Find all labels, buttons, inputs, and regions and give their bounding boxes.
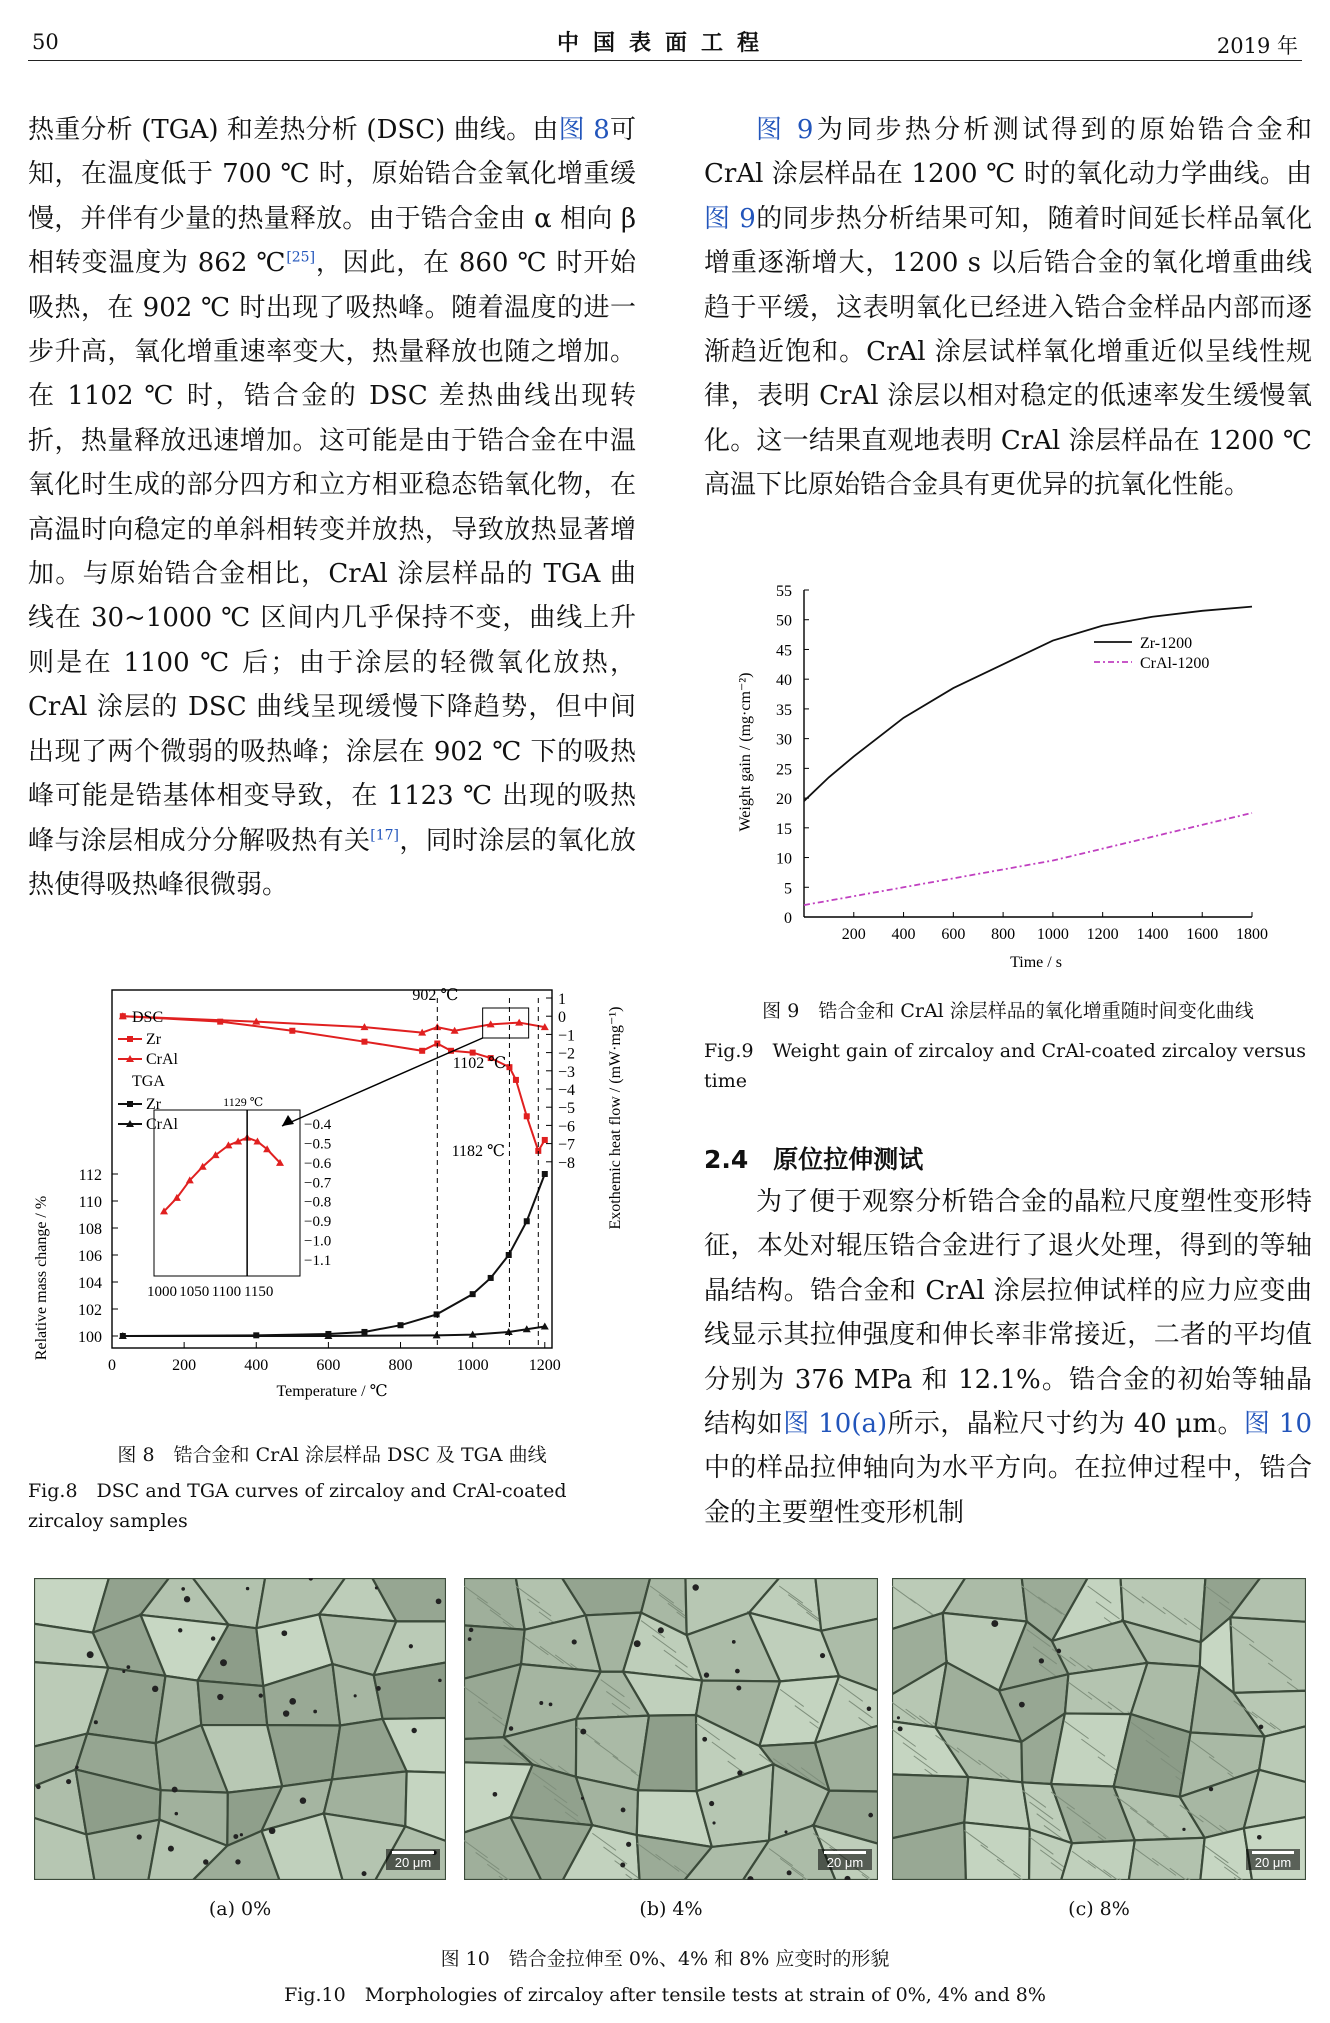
- tga-zr-marker: [470, 1291, 476, 1297]
- precipitate-dot: [549, 1703, 553, 1707]
- scale-bar: [818, 1849, 872, 1870]
- scale-bar-label: 20 μm: [826, 1855, 864, 1870]
- y-axis-label: Weight gain / (mg·cm⁻²): [737, 672, 754, 832]
- precipitate-dot: [75, 1766, 78, 1769]
- inset-x-tick-label: 1050: [179, 1284, 210, 1300]
- precipitate-dot: [712, 1821, 715, 1824]
- legend-tga-zr-label: Zr: [146, 1096, 162, 1113]
- y-right-tick-label: −2: [558, 1045, 576, 1063]
- x-tick-label: 800: [991, 926, 1016, 943]
- journal-title: 中国表面工程: [556, 31, 773, 56]
- y-right-tick-label: −4: [558, 1082, 576, 1099]
- precipitate-dot: [168, 1846, 174, 1852]
- text-run: 所示，晶粒尺寸约为 40 μm。: [887, 1409, 1244, 1440]
- fig10-sublabel-a: (a) 0%: [208, 1898, 272, 1920]
- paragraph-fig8-discussion: [28, 108, 636, 907]
- precipitate-dot: [235, 1859, 240, 1864]
- precipitate-dot: [1209, 1787, 1213, 1791]
- precipitate-dot: [626, 1842, 631, 1847]
- precipitate-dot: [1039, 1658, 1044, 1663]
- precipitate-dot: [281, 1630, 287, 1636]
- legend-tga-cral-label: CrAl: [146, 1116, 178, 1133]
- ref-17-link[interactable]: [17]: [370, 826, 400, 843]
- fig10-link[interactable]: 图 10: [1243, 1409, 1312, 1440]
- precipitate-dot: [300, 1797, 306, 1803]
- y-left-tick-label: 108: [78, 1221, 102, 1238]
- precipitate-dot: [436, 1598, 442, 1604]
- fig10-caption-cn: 图 10 锆合金拉伸至 0%、4% 和 8% 应变时的形貌: [440, 1948, 890, 1970]
- precipitate-dot: [94, 1720, 98, 1724]
- precipitate-dot: [152, 1686, 158, 1692]
- precipitate-dot: [1019, 1702, 1025, 1708]
- y-right-tick-label: −3: [558, 1063, 576, 1081]
- precipitate-dot: [362, 1871, 367, 1876]
- y-left-tick-label: 106: [78, 1248, 102, 1265]
- inset-peak-label: 1129 ℃: [223, 1095, 264, 1109]
- y-left-tick-label: 110: [78, 1194, 102, 1211]
- precipitate-dot: [375, 1586, 378, 1589]
- scale-bar: [1246, 1849, 1300, 1870]
- precipitate-dot: [572, 1639, 577, 1644]
- y-right-tick-label: −5: [558, 1100, 576, 1118]
- precipitate-dot: [581, 1797, 584, 1800]
- legend-tga-title: TGA: [132, 1073, 165, 1090]
- precipitate-dot: [283, 1710, 289, 1716]
- inset-x-tick-label: 1100: [211, 1284, 242, 1300]
- tga-zr-marker: [524, 1218, 530, 1224]
- y-right-tick-label: −1: [558, 1027, 576, 1045]
- tga-zr-marker: [398, 1322, 404, 1328]
- left-column-text: [28, 108, 636, 907]
- inset-x-tick-label: 1000: [147, 1284, 177, 1300]
- micrograph-0-percent: [34, 1578, 446, 1880]
- x-axis-label: Time / s: [1010, 954, 1062, 971]
- grain: [638, 1715, 697, 1791]
- precipitate-dot: [175, 1812, 179, 1816]
- precipitate-dot: [820, 1653, 825, 1658]
- annotation-label: 1102 ℃: [452, 1055, 507, 1072]
- x-tick-label: 1000: [456, 1357, 489, 1374]
- precipitate-dot: [211, 1636, 215, 1640]
- fig10-sublabel-c: (c) 8%: [1068, 1898, 1130, 1920]
- y-right-tick-label: 0: [558, 1009, 566, 1027]
- precipitate-dot: [289, 1698, 296, 1705]
- precipitate-dot: [178, 1628, 182, 1632]
- y-tick-label: 0: [784, 910, 792, 927]
- fig8-link[interactable]: 图 8: [558, 115, 610, 145]
- precipitate-dot: [240, 1833, 243, 1836]
- tga-zr-marker: [506, 1252, 512, 1258]
- y-left-tick-label: 104: [78, 1275, 102, 1292]
- dsc-zr-marker: [289, 1028, 295, 1034]
- text-run: 为了便于观察分析锆合金的晶粒尺度塑性变形特征，本处对辊压锆合金进行了退火处理，得到的等轴晶结构。锆合金和 CrAl 涂层拉伸试样的应力应变曲线显示其拉伸强度和伸长率非常接近，二者的平均值分别为 376 MPa 和 12.1%。锆合金的初始等轴晶结构如: [704, 1187, 1312, 1440]
- micrograph-8-percent: [892, 1578, 1306, 1880]
- text-run: 热重分析 (TGA) 和差热分析 (DSC) 曲线。由: [28, 115, 559, 145]
- figure-9: [704, 572, 1324, 972]
- section-2-4-heading: 2.4 原位拉伸测试: [704, 1145, 924, 1174]
- inset-y-tick-label: −1.0: [304, 1233, 332, 1250]
- micrograph-4-percent: [464, 1578, 878, 1880]
- precipitate-dot: [1259, 1725, 1264, 1730]
- series-line-cral-1200: [804, 813, 1252, 905]
- y-right-tick-label: −7: [558, 1136, 576, 1154]
- precipitate-dot: [122, 1670, 125, 1673]
- precipitate-dot: [87, 1651, 94, 1658]
- precipitate-dot: [539, 1701, 543, 1705]
- grain: [1061, 1840, 1135, 1880]
- precipitate-dot: [736, 1685, 741, 1690]
- y-left-axis-label: Relative mass change / %: [33, 1195, 50, 1361]
- issue-year: 2019 年: [1216, 34, 1298, 58]
- y-tick-label: 25: [776, 761, 792, 779]
- text-run: 中的样品拉伸轴向为水平方向。在拉伸过程中，锆合金的主要塑性变形机制: [704, 1453, 1312, 1528]
- precipitate-dot: [991, 1620, 998, 1627]
- x-tick-label: 200: [172, 1357, 197, 1374]
- y-left-tick-label: 102: [78, 1302, 102, 1319]
- precipitate-dot: [468, 1637, 472, 1641]
- inset-frame: [154, 1110, 300, 1276]
- x-tick-label: 600: [941, 926, 966, 943]
- precipitate-dot: [1057, 1649, 1062, 1654]
- inset-y-tick-label: −0.9: [304, 1214, 332, 1231]
- fig8-caption-en: Fig.8 DSC and TGA curves of zircaloy and CrAl-coated zircaloy samples: [28, 1480, 567, 1532]
- fig9-caption-cn: 图 9 锆合金和 CrAl 涂层样品的氧化增重随时间变化曲线: [762, 1000, 1254, 1022]
- y-tick-label: 10: [776, 850, 792, 868]
- dsc-cral-line: [123, 1016, 545, 1032]
- precipitate-dot: [1257, 1835, 1262, 1840]
- y-tick-label: 50: [776, 612, 792, 630]
- precipitate-dot: [692, 1584, 698, 1590]
- precipitate-dot: [702, 1737, 707, 1742]
- inset-y-tick-label: −1.1: [304, 1253, 332, 1269]
- precipitate-dot: [580, 1729, 586, 1735]
- precipitate-dot: [269, 1827, 276, 1834]
- micrograph-image: [464, 1578, 878, 1880]
- precipitate-dot: [409, 1644, 413, 1648]
- precipitate-dot: [126, 1665, 130, 1669]
- x-tick-label: 0: [108, 1357, 116, 1374]
- precipitate-dot: [897, 1716, 900, 1719]
- right-column-text: [704, 108, 1312, 508]
- precipitate-dot: [354, 1694, 357, 1697]
- section-2-4-text: [704, 1180, 1312, 1535]
- annotation-label: 1182 ℃: [451, 1143, 505, 1160]
- fig9-link[interactable]: 图 9: [756, 115, 814, 145]
- y-right-tick-label: 1: [558, 991, 566, 1008]
- precipitate-dot: [509, 1726, 513, 1730]
- x-tick-label: 1200: [528, 1357, 561, 1374]
- precipitate-dot: [784, 1830, 787, 1833]
- legend-label: CrAl-1200: [1140, 655, 1210, 672]
- paragraph-tensile-test: [704, 1180, 1312, 1535]
- precipitate-dot: [704, 1672, 709, 1677]
- annotation-label: 902 ℃: [412, 987, 459, 1004]
- y-left-tick-label: 112: [78, 1167, 102, 1184]
- dsc-zr-marker: [361, 1039, 367, 1045]
- text-run: ，因此，在 860 ℃ 时开始吸热，在 902 ℃ 时出现了吸热峰。随着温度的进一步升高，氧化增重速率变大，热量释放也随之增加。在 1102 ℃ 时，锆合金的 DSC 差热曲线出现转折，热量释放迅速增加。这可能是由于锆合金在中温氧化时生成的部分四方和立方相亚稳态锆氧化物，在高温时向稳定的单斜相转变并放热，导致放热显著增加。与原始锆合金相比，CrAl 涂层样品的 TGA 曲线在 30~1000 ℃ 区间内几乎保持不变，曲线上升则是在 1100 ℃ 后；由于涂层的轻微氧化放热，CrAl 涂层的 DSC 曲线呈现缓慢下降趋势，但中间出现了两个微弱的吸热峰；涂层在 902 ℃ 下的吸热峰可能是锆基体相变导致，在 1123 ℃ 出现的吸热峰与涂层相成分分解吸热有关: [28, 248, 636, 856]
- precipitate-dot: [621, 1808, 626, 1813]
- legend-label: Zr-1200: [1140, 635, 1193, 652]
- x-tick-label: 600: [316, 1357, 341, 1374]
- fig10-sublabel-b: (b) 4%: [639, 1898, 703, 1920]
- text-run: 的同步热分析结果可知，随着时间延长样品氧化增重逐渐增大，1200 s 以后锆合金的氧化增重曲线趋于平缓，这表明氧化已经进入锆合金样品内部而逐渐趋近饱和。CrAl 涂层试样氧化增重近似呈线性规律，表明 CrAl 涂层以相对稳定的低速率发生缓慢氧化。这一结果直观地表明 CrAl 涂层样品在 1200 ℃ 高温下比原始锆合金具有更优异的抗氧化性能。: [704, 203, 1312, 501]
- precipitate-dot: [634, 1640, 641, 1647]
- inset-y-tick-label: −0.4: [304, 1117, 332, 1133]
- precipitate-dot: [709, 1801, 714, 1806]
- x-tick-label: 1400: [1136, 926, 1169, 943]
- precipitate-dot: [1182, 1828, 1185, 1831]
- precipitate-dot: [737, 1770, 742, 1775]
- precipitate-dot: [259, 1693, 263, 1697]
- dsc-zr-marker: [524, 1113, 530, 1119]
- fig9-caption-en: Fig.9 Weight gain of zircaloy and CrAl-coated zircaloy versus time: [704, 1040, 1307, 1092]
- grain: [1129, 1838, 1205, 1880]
- tga-zr-marker: [434, 1311, 440, 1317]
- legend-tga-zr-marker: [127, 1101, 133, 1107]
- header-rule: [28, 60, 1302, 61]
- x-tick-label: 1600: [1186, 926, 1219, 943]
- x-tick-label: 1000: [1036, 926, 1069, 943]
- tga-zr-marker: [488, 1275, 494, 1281]
- grain: [964, 1777, 1029, 1829]
- y-right-tick-label: −8: [558, 1154, 576, 1172]
- precipitate-dot: [438, 1679, 442, 1683]
- precipitate-dot: [172, 1787, 178, 1793]
- scale-bar-label: 20 μm: [394, 1855, 432, 1870]
- precipitate-dot: [246, 1587, 249, 1590]
- scale-bar-label: 20 μm: [1254, 1855, 1292, 1870]
- precipitate-dot: [658, 1627, 664, 1633]
- precipitate-dot: [411, 1728, 416, 1733]
- fig9-chart: [704, 572, 1324, 972]
- text-run: 可知，在温度低于 700 ℃ 时，原始锆合金氧化增重缓慢，并伴有少量的热量释放。由于锆合金由 α 相向 β 相转变温度为 862 ℃: [28, 115, 636, 279]
- inset-y-tick-label: −0.8: [304, 1194, 332, 1211]
- fig8-chart: [24, 978, 646, 1430]
- y-right-tick-label: −6: [558, 1118, 576, 1136]
- tga-zr-marker: [542, 1171, 548, 1177]
- precipitate-dot: [36, 1785, 41, 1790]
- y-tick-label: 35: [776, 701, 792, 719]
- grain: [198, 1681, 268, 1726]
- x-tick-label: 200: [841, 926, 866, 943]
- precipitate-dot: [620, 1862, 625, 1867]
- micrograph-image: [892, 1578, 1306, 1880]
- precipitate-dot: [217, 1694, 223, 1700]
- micrograph-image: [34, 1578, 446, 1880]
- inset-y-tick-label: −0.7: [304, 1175, 332, 1192]
- fig10-caption-en: Fig.10 Morphologies of zircaloy after tensile tests at strain of 0%, 4% and 8%: [284, 1984, 1046, 2006]
- precipitate-dot: [181, 1587, 185, 1591]
- inset-y-tick-label: −0.6: [304, 1155, 332, 1172]
- grain: [464, 1578, 525, 1630]
- precipitate-dot: [184, 1596, 190, 1602]
- y-tick-label: 45: [776, 642, 792, 660]
- precipitate-dot: [469, 1628, 474, 1633]
- precipitate-dot: [787, 1870, 792, 1875]
- precipitate-dot: [867, 1707, 872, 1712]
- text-run: ，同时涂层的氧化放热使得吸热峰很微弱。: [28, 825, 636, 900]
- x-tick-label: 1200: [1086, 926, 1119, 943]
- x-tick-label: 400: [244, 1357, 269, 1374]
- y-tick-label: 30: [776, 731, 792, 749]
- dsc-zr-marker: [542, 1137, 548, 1143]
- grain: [1230, 1617, 1306, 1693]
- fig9-link-2[interactable]: 图 9: [704, 203, 756, 234]
- precipitate-dot: [898, 1726, 903, 1731]
- dsc-zr-marker: [513, 1077, 519, 1083]
- legend-dsc-title: DSC: [132, 1009, 164, 1026]
- grain: [964, 1822, 1029, 1880]
- page-header: [0, 0, 1330, 62]
- y-tick-label: 40: [776, 672, 792, 690]
- paragraph-fig9-discussion: [704, 108, 1312, 508]
- precipitate-dot: [203, 1859, 208, 1864]
- precipitate-dot: [735, 1669, 740, 1674]
- y-tick-label: 5: [784, 880, 792, 898]
- legend-dsc-zr-marker: [127, 1036, 133, 1042]
- dsc-zr-marker: [419, 1048, 425, 1054]
- y-left-tick-label: 100: [78, 1329, 102, 1346]
- text-run: 为同步热分析测试得到的原始锆合金和 CrAl 涂层样品在 1200 ℃ 时的氧化动力学曲线。由: [704, 115, 1312, 190]
- legend-dsc-zr-label: Zr: [146, 1031, 162, 1048]
- precipitate-dot: [313, 1710, 317, 1714]
- x-tick-label: 1800: [1236, 926, 1268, 943]
- zoom-arrow: [282, 1038, 483, 1126]
- precipitate-dot: [376, 1686, 381, 1691]
- precipitate-dot: [233, 1834, 238, 1839]
- y-tick-label: 15: [776, 820, 792, 838]
- x-tick-label: 400: [891, 926, 916, 943]
- legend-dsc-cral-label: CrAl: [146, 1051, 178, 1068]
- ref-25-link[interactable]: [25]: [286, 249, 316, 266]
- x-tick-label: 800: [388, 1357, 413, 1374]
- precipitate-dot: [66, 1779, 71, 1784]
- precipitate-dot: [220, 1659, 227, 1666]
- precipitate-dot: [493, 1792, 498, 1797]
- precipitate-dot: [868, 1813, 873, 1818]
- y-tick-label: 55: [776, 583, 792, 600]
- y-tick-label: 20: [776, 791, 792, 809]
- scale-bar: [386, 1849, 440, 1870]
- fig8-caption-cn: 图 8 锆合金和 CrAl 涂层样品 DSC 及 TGA 曲线: [117, 1444, 547, 1466]
- x-axis-label: Temperature / ℃: [276, 1383, 388, 1400]
- tga-zr-marker: [361, 1329, 367, 1335]
- precipitate-dot: [732, 1640, 736, 1644]
- y-right-axis-label: Exothemic heat flow / (mW·mg⁻¹): [607, 1006, 624, 1230]
- precipitate-dot: [137, 1834, 142, 1839]
- page-number: 50: [32, 30, 59, 54]
- fig10a-link[interactable]: 图 10(a): [783, 1409, 888, 1440]
- figure-8: [24, 978, 646, 1430]
- inset-y-tick-label: −0.5: [304, 1136, 332, 1153]
- inset-x-tick-label: 1150: [243, 1284, 274, 1300]
